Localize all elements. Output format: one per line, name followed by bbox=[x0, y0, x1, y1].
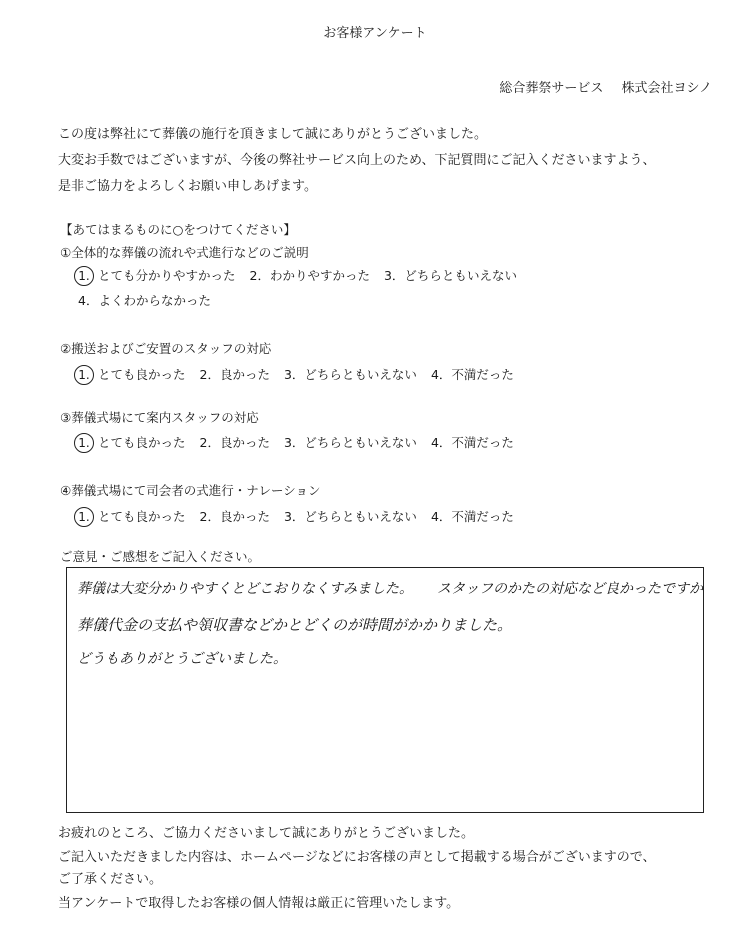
option-label[interactable]: 4．不満だった bbox=[430, 435, 514, 450]
question-2-options bbox=[74, 365, 528, 385]
option-label[interactable]: 2．良かった bbox=[199, 509, 270, 524]
intro-line-3: 是非ご協力をよろしくお願い申しあげます。 bbox=[58, 179, 317, 194]
comment-box[interactable] bbox=[66, 567, 704, 813]
selected-option-circle[interactable]: 1. bbox=[74, 365, 94, 385]
option-label[interactable]: 3．どちらともいえない bbox=[283, 509, 417, 524]
option-label[interactable]: とても良かった bbox=[98, 509, 186, 524]
question-2-title: ②搬送およびご安置のスタッフの対応 bbox=[60, 341, 272, 356]
footer-line-4: 当アンケートで取得したお客様の個人情報は厳正に管理いたします。 bbox=[58, 896, 460, 911]
option-label[interactable]: 3．どちらともいえない bbox=[283, 367, 417, 382]
option-label[interactable]: 3．どちらともいえない bbox=[283, 435, 417, 450]
question-3-options bbox=[74, 433, 528, 453]
company-header bbox=[499, 77, 712, 96]
option-label[interactable]: 4．不満だった bbox=[430, 509, 514, 524]
instruction: 【あてはまるものに○をつけてください】 bbox=[60, 222, 296, 237]
comment-line-1a: 葬儀は大変分かりやすくとどこおりなくすみました。 bbox=[77, 581, 413, 597]
option-label[interactable]: 3．どちらともいえない bbox=[383, 268, 517, 283]
question-1-options bbox=[74, 266, 531, 286]
option-label[interactable]: とても良かった bbox=[98, 367, 186, 382]
option-label[interactable]: とても良かった bbox=[98, 435, 186, 450]
selected-option-circle[interactable]: 1. bbox=[74, 266, 94, 286]
comment-line-2: 葬儀代金の支払や領収書などかとどくのが時間がかかりました。 bbox=[77, 616, 513, 634]
company-name: 株式会社ヨシノ bbox=[621, 81, 712, 96]
option-label[interactable]: とても分かりやすかった bbox=[98, 268, 236, 283]
comment-label: ご意見・ご感想をご記入ください。 bbox=[60, 549, 261, 564]
footer-line-2: ご記入いただきました内容は、ホームページなどにお客様の声として掲載する場合がございますので、 bbox=[58, 850, 656, 865]
footer-line-1: お疲れのところ、ご協力くださいまして誠にありがとうございました。 bbox=[58, 826, 475, 841]
question-4-options bbox=[74, 507, 528, 527]
intro-line-2: 大変お手数ではございますが、今後の弊社サービス向上のため、下記質問にご記入くださいますよう、 bbox=[58, 153, 656, 168]
selected-option-circle[interactable]: 1. bbox=[74, 507, 94, 527]
option-label[interactable]: 2．良かった bbox=[199, 435, 270, 450]
option-label[interactable]: 2．わかりやすかった bbox=[249, 268, 370, 283]
survey-title: お客様アンケート bbox=[323, 26, 427, 41]
option-label[interactable]: 4．不満だった bbox=[430, 367, 514, 382]
comment-line-3: どうもありがとうございました。 bbox=[77, 651, 287, 667]
comment-line-1b: スタッフのかたの対応など良かったですか bbox=[437, 581, 703, 597]
footer-line-3: ご了承ください。 bbox=[58, 872, 163, 887]
question-3-title: ③葬儀式場にて案内スタッフの対応 bbox=[60, 410, 259, 425]
option-label[interactable]: 2．良かった bbox=[199, 367, 270, 382]
question-1-title: ①全体的な葬儀の流れや式進行などのご説明 bbox=[60, 245, 309, 260]
intro-line-1: この度は弊社にて葬儀の施行を頂きまして誠にありがとうございました。 bbox=[58, 127, 488, 142]
question-4-title: ④葬儀式場にて司会者の式進行・ナレーション bbox=[60, 483, 321, 498]
company-service: 総合葬祭サービス bbox=[499, 81, 604, 96]
comment-line-1 bbox=[77, 578, 703, 598]
selected-option-circle[interactable]: 1. bbox=[74, 433, 94, 453]
question-1-option-4[interactable]: 4．よくわからなかった bbox=[78, 293, 211, 308]
